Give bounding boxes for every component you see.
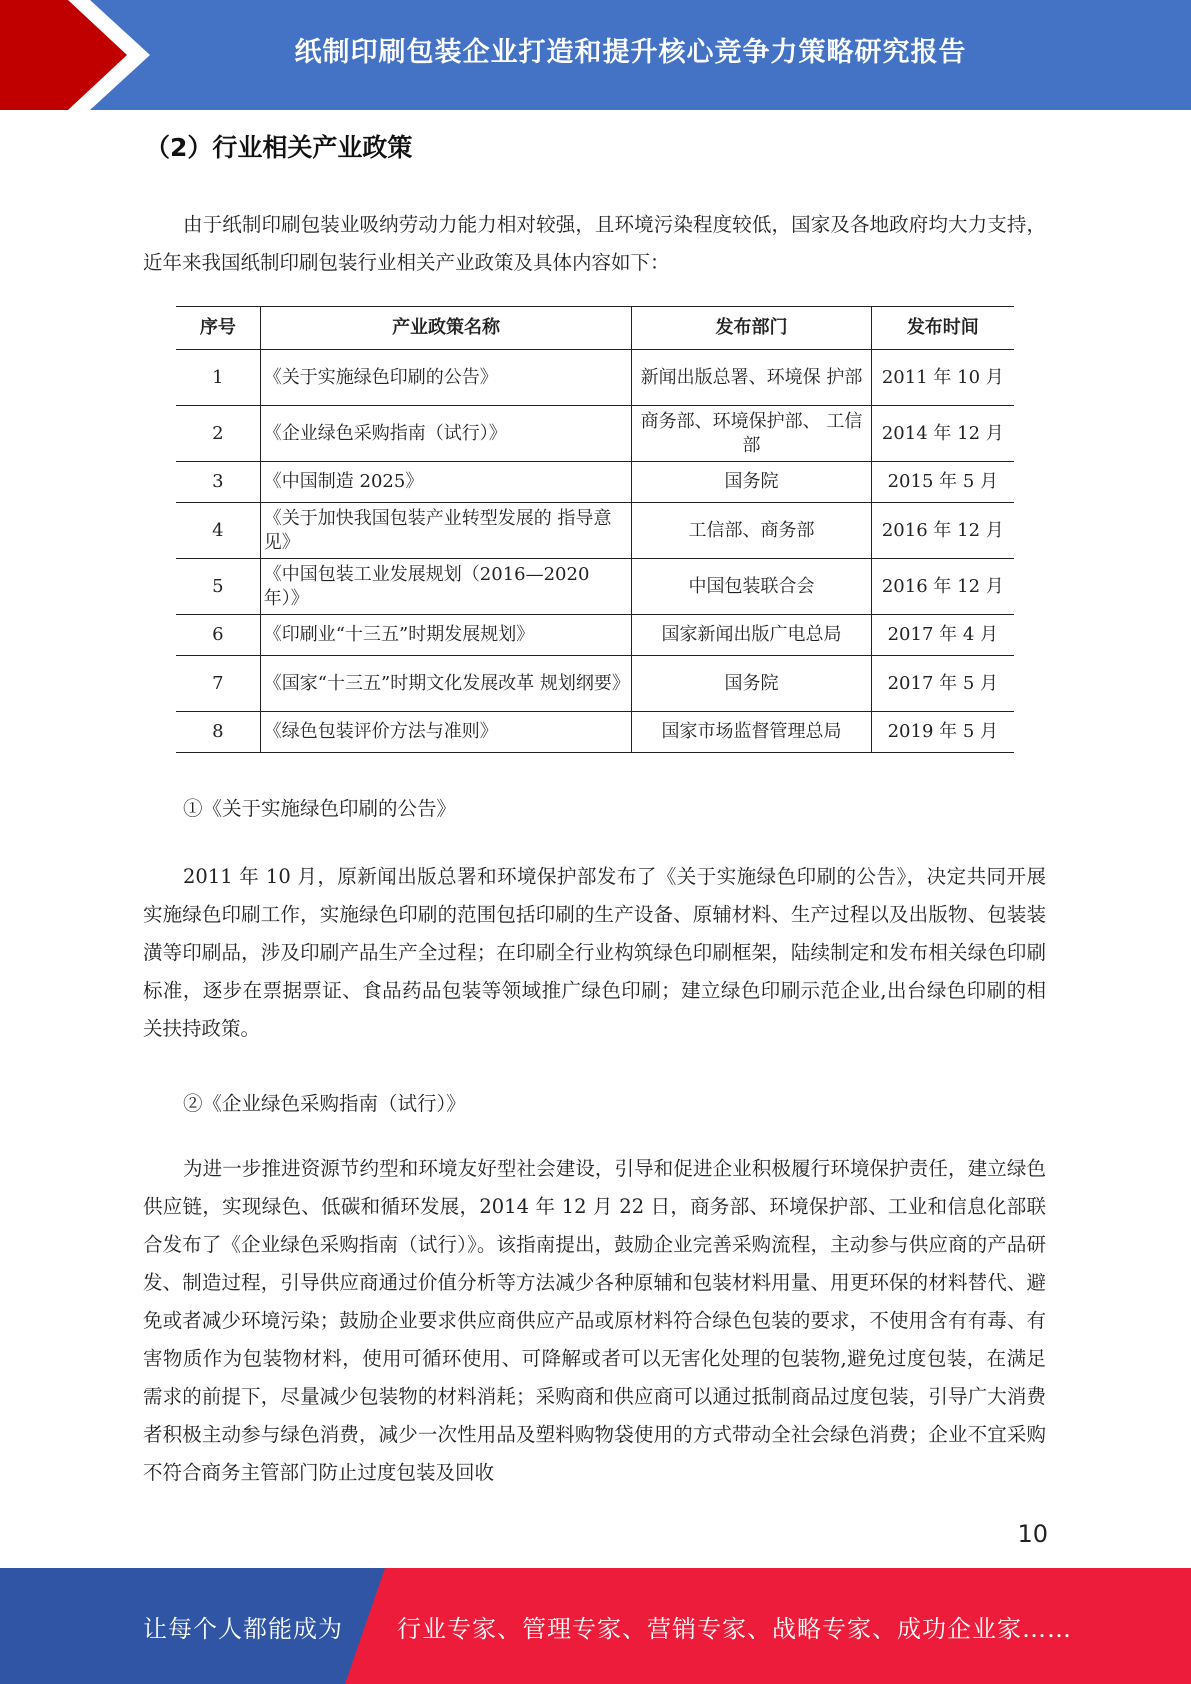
row-date-text: 2016 年 12 月 [881, 519, 1004, 541]
row-name: 《企业绿色采购指南（试行）》 [260, 406, 632, 462]
row-date-text: 2011 年 10 月 [881, 366, 1004, 388]
row-date: 2017 年 4 月 [871, 615, 1014, 656]
row-date: 2017 年 5 月 [871, 656, 1014, 712]
table-row [176, 406, 1014, 462]
table-row [176, 503, 1014, 559]
row-date: 2015 年 5 月 [871, 462, 1014, 503]
table-row [176, 350, 1014, 406]
row-name: 《关于加快我国包装产业转型发展的 指导意见》 [260, 503, 632, 559]
row-date [871, 559, 1014, 615]
item-1-body: 2011 年 10 月，原新闻出版总署和环境保护部发布了《关于实施绿色印刷的公告》，决定共同开展实施绿色印刷工作，实施绿色印刷的范围包括印刷的生产设备、原辅材料、生产过程以及出版物、包装装潢等印刷品，涉及印刷产品生产全过程；在印刷全行业构筑绿色印刷框架，陆续制定和发布相关绿色印刷标准，逐步在票据票证、食品药品包装等领域推广绿色印刷；建立绿色印刷示范企业,出台绿色印刷的相关扶持政策。 [143, 865, 1046, 1040]
column-header-dept: 发布部门 [632, 307, 871, 350]
row-no: 7 [176, 656, 260, 712]
footer-slogan-right: 行业专家、管理专家、营销专家、战略专家、成功企业家…… [397, 1614, 1072, 1643]
row-date-text: 2014 年 12 月 [881, 422, 1004, 444]
row-date [871, 406, 1014, 462]
row-name: 《国家“十三五”时期文化发展改革 规划纲要》 [260, 656, 632, 712]
row-date-text: 2016 年 12 月 [881, 575, 1004, 597]
row-no: 2 [176, 406, 260, 462]
table-row [176, 712, 1014, 753]
row-dept: 国家市场监督管理总局 [632, 712, 871, 753]
row-dept [632, 406, 871, 462]
intro-paragraph: 由于纸制印刷包装业吸纳劳动力能力相对较强，且环境污染程度较低，国家及各地政府均大力支持，近年来我国纸制印刷包装行业相关产业政策及具体内容如下： [143, 213, 1046, 274]
row-name: 《中国包装工业发展规划（2016—2020 年）》 [260, 559, 632, 615]
row-no: 6 [176, 615, 260, 656]
row-name: 《印刷业“十三五”时期发展规划》 [260, 615, 632, 656]
row-no: 1 [176, 350, 260, 406]
row-dept: 中国包装联合会 [632, 559, 871, 615]
table-row [176, 462, 1014, 503]
policy-table [176, 306, 1014, 753]
header-arrow-decoration [0, 0, 160, 110]
row-dept: 国务院 [632, 462, 871, 503]
table-row [176, 615, 1014, 656]
page-header [0, 0, 1191, 110]
section-heading: （2）行业相关产业政策 [145, 133, 413, 162]
item-2-body: 为进一步推进资源节约型和环境友好型社会建设，引导和促进企业积极履行环境保护责任，建立绿色供应链，实现绿色、低碳和循环发展，2014 年 12 月 22 日，商务部、环境保护部、工业和信息化部联合发布了《企业绿色采购指南（试行）》。该指南提出，鼓励企业完善采购流程，主动参与供应商的产品研发、制造过程，引导供应商通过价值分析等方法减少各种原辅和包装材料用量、用更环保的材料替代、避免或者减少环境污染；鼓励企业要求供应商供应产品或原材料符合绿色包装的要求，不使用含有有毒、有害物质作为包装物材料，使用可循环使用、可降解或者可以无害化处理的包装物,避免过度包装，在满足需求的前提下，尽量减少包装物的材料消耗；采购商和供应商可以通过抵制商品过度包装，引导广大消费者积极主动参与绿色消费，减少一次性用品及塑料购物袋使用的方式带动全社会绿色消费；企业不宜采购不符合商务主管部门防止过度包装及回收 [143, 1157, 1046, 1484]
table-header-row [176, 307, 1014, 350]
page-number: 10 [1017, 1520, 1048, 1548]
row-date [871, 350, 1014, 406]
footer-slogan-left: 让每个人都能成为 [143, 1614, 343, 1643]
column-header-date: 发布时间 [871, 307, 1014, 350]
page-footer [0, 1568, 1191, 1684]
row-no: 5 [176, 559, 260, 615]
row-dept: 国务院 [632, 656, 871, 712]
row-no: 3 [176, 462, 260, 503]
row-dept-text: 商务部、环境保护部、 工信部 [640, 410, 863, 456]
row-dept: 工信部、商务部 [632, 503, 871, 559]
row-name: 《关于实施绿色印刷的公告》 [260, 350, 632, 406]
row-name: 《中国制造 2025》 [260, 462, 632, 503]
row-dept: 国家新闻出版广电总局 [632, 615, 871, 656]
item-1-title: ①《关于实施绿色印刷的公告》 [183, 797, 457, 820]
table-row [176, 559, 1014, 615]
row-dept [632, 350, 871, 406]
item-2-title: ②《企业绿色采购指南（试行）》 [183, 1092, 466, 1115]
row-no: 4 [176, 503, 260, 559]
row-date: 2019 年 5 月 [871, 712, 1014, 753]
report-title: 纸制印刷包装企业打造和提升核心竞争力策略研究报告 [294, 36, 967, 68]
row-no: 8 [176, 712, 260, 753]
row-name: 《绿色包装评价方法与准则》 [260, 712, 632, 753]
row-date [871, 503, 1014, 559]
column-header-name: 产业政策名称 [260, 307, 632, 350]
table-row [176, 656, 1014, 712]
column-header-no: 序号 [176, 307, 260, 350]
row-dept-text: 新闻出版总署、环境保 护部 [640, 366, 863, 388]
